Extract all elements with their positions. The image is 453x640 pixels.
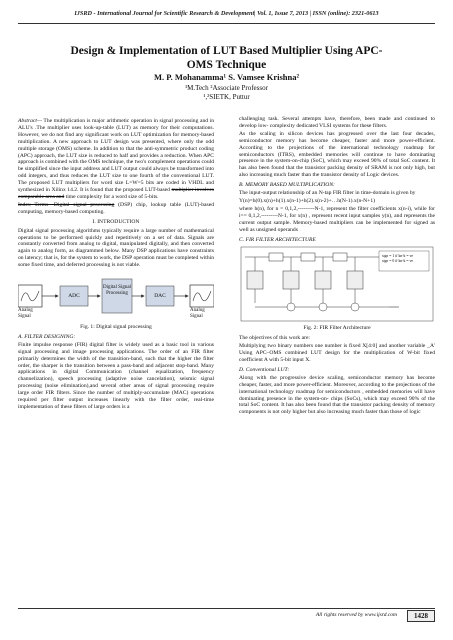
figure-1 <box>18 273 214 321</box>
lut-block <box>247 271 263 289</box>
right-column <box>239 116 435 417</box>
conventional-lut-paragraph: Along with the progressive device scaling, semiconductor memory has become cheaper, faster, and more power-efficient. Moreover, according to the projections of the international technology roadmap for semiconductors , embedded memories will have dominating presence in the system-on- chips (SoCs), which may exceed 90% of the total SoC content. It has also been found that the transistor packing density of memory components is not only higher but also increasing much faster than those of logic <box>239 374 435 416</box>
abstract-end: time complexity for a word size of 5-bits. <box>64 193 159 200</box>
paper-title <box>30 44 423 72</box>
fig1-out-label: Analog Signal <box>190 308 205 319</box>
subsection-b-heading: B. MEMORY BASED MULTIPLICATION: <box>239 182 335 189</box>
index-terms-strike: Index Terms—Digital signal processing <box>18 201 115 208</box>
page-footer <box>18 608 435 622</box>
fig1-dsp-label: Digital Signal Processing <box>103 285 131 297</box>
subsection-a-heading: A. FILTER DESIGNING: <box>18 333 76 340</box>
analog-input-box <box>18 285 42 307</box>
footer-text: All rights reserved by www.ijsrd.com <box>315 612 397 618</box>
lut-block <box>347 271 363 289</box>
delay-block <box>269 253 283 261</box>
affiliation-2: ¹,²SIETK, Puttur <box>203 93 250 101</box>
figure-2 <box>239 245 435 323</box>
index-terms <box>18 202 214 216</box>
abstract-label: Abstract— <box>18 118 42 124</box>
affiliation-1: ¹M.Tech ²Associate Professor <box>185 84 268 92</box>
delay-block <box>301 253 315 261</box>
memory-paragraph-1: The input-output relationship of an N-tap FIR filter in time-domain is given by <box>239 190 416 197</box>
fig1-dac-label: DAC <box>154 293 166 300</box>
analog-output-box <box>190 285 214 307</box>
memory-paragraph-2: where h(n), for n = 0,1,2,---------N-1, represent the filter coefficients x(n-i), while for i== 0,1,2,---------N-1, for x(n) , represent recent input samples y(n), and represents the current output sample. Memory-based multipliers can be implemented for signed as well as unsigned operands <box>239 205 435 233</box>
abstract <box>18 118 214 201</box>
journal-header: IJSRD - International Journal for Scientific Research & Development| Vol. 1, Issue 7, 2013 | ISSN (online): 2321-0613 <box>18 8 435 24</box>
abstract-strike: multiplier involves comparable area and <box>18 187 214 200</box>
fig2-legend-1: sign = 1 if kn-k = ve <box>382 254 414 259</box>
lut-block <box>315 271 331 289</box>
title-line-2: OMS Technique <box>186 59 267 71</box>
fig2-legend <box>382 254 428 264</box>
right-paragraph-2: As the scaling in silicon devices has progressed over the last four decades, semiconductor memory has become cheaper, faster and more power-efficient. According to the projections of the international technology roadmap for semiconductors (ITRS), embedded memories will continue to have dominating presence in the system-on-chip (SoC), which may exceed 90% of total SoC content. It has also been found that the transistor packing density of SRAM is not only high, but also increasing much faster than the transistor density of Logic devices. <box>239 130 435 179</box>
adder-node <box>319 303 327 311</box>
lut-block <box>283 271 299 289</box>
right-paragraph-1: challenging task. Several attempts have, therefore, been made and continued to develop low- complexity dedicated VLSI systems for these filters. <box>239 116 435 129</box>
intro-paragraph: Digital signal processing algorithms typically require a large number of mathematical operations to be performed quickly and repetitively on a set of data. Signals are constantly converted from analog to digital, manipulated digitally, and then converted again to analog form, as diagrammed below. Many DSP applications have constraints on latency; that is, for the system to work, the DSP operation must be completed within some fixed time, and deferred processing is not viable. <box>18 227 214 269</box>
abstract-text: The multiplication is major arithmetic operation in signal processing and in ALU's .The multiplier uses look-up-table (LUT) as memory for their computations. However, we do not find any significant work on LUT optimization for memory-based multiplication. A new approach to LUT design was presented, where only the odd multiple storage (OMS) scheme. In addition to that the anti-symmetric product coding (APC) approach, the LUT size is reduced to half and provides a reduction. When APC approach is combined with the OMS technique, the two's complement operations could be simplified since the input address and LUT output could always be transformed into odd integers, and thus reduces the LUT size to one fourth of the conventional LUT. The proposed LUT multipliers for word size L=W=5 bits are coded in VHDL and synthesized in Xilinx 14.2. It is found that the proposed LUT-based <box>18 118 214 194</box>
memory-equation: Y(n)=h(0).x(n)+h(1).x(n-1)+h(2).x(n-2)+…h(N-1).x(n-N+1) <box>239 197 375 204</box>
objectives-intro: The objectives of this work are: <box>239 335 310 342</box>
subsection-c-heading: C. FIR FILTER ARCHITECTURE <box>239 236 316 243</box>
objectives-text: Multiplying two binary numbers one number is fixed X[4:0] and another variable _A' Using APC–OMS combined LUT design for the multiplication of W-bit fixed coefficient A with 5-bit input X. <box>239 343 435 364</box>
title-line-1: Design & Implementation of LUT Based Multiplier Using APC- <box>70 45 383 57</box>
section-introduction-heading: I. INTRODUCTION <box>92 218 140 225</box>
delay-block <box>333 253 347 261</box>
figure-1-caption: Fig. 1: Digital signal processing <box>80 324 152 331</box>
filter-paragraph: Finite impulse response (FIR) digital filter is widely used as a basic tool in various signal processing and image processing applications. The order of an FIR filter primarily determines the width of the transition-band, such that the higher the filter order, the sharper is the transition between a pass-band and adjacent stop-band. Many applications in digital Communication (channel equalization, frequency channelization), speech processing (adaptive noise cancelation), seismic signal processing (noise elimination),and several other areas of signal processing require large order FIR filters. Since the number of multiply-accumulate (MAC) operations required per filter output increases linearly with the filter order, real-time implementation of these filters of large orders is a <box>18 341 214 410</box>
subsection-d-heading: D. Conventional LUT: <box>239 366 290 373</box>
adder-node <box>287 303 295 311</box>
fig2-legend-2: sign = 0 if kn-k = ve <box>382 259 414 264</box>
adder-node <box>351 303 359 311</box>
left-column <box>18 118 214 412</box>
index-terms-text: (DSP) chip, lookup table (LUT)-based computing, memory-based computing. <box>18 201 214 215</box>
fig1-adc-label: ADC <box>68 293 80 300</box>
fig1-in-label: Analog Signal <box>18 308 33 319</box>
affiliations <box>30 84 423 102</box>
figure-2-caption: Fig. 2: FIR Filter Architecture <box>303 325 371 332</box>
page-number: 1428 <box>407 610 435 622</box>
figure-1-diagram <box>18 273 214 321</box>
authors: M. P. Mohanamma¹ S. Vamsee Krishna² <box>153 72 300 82</box>
